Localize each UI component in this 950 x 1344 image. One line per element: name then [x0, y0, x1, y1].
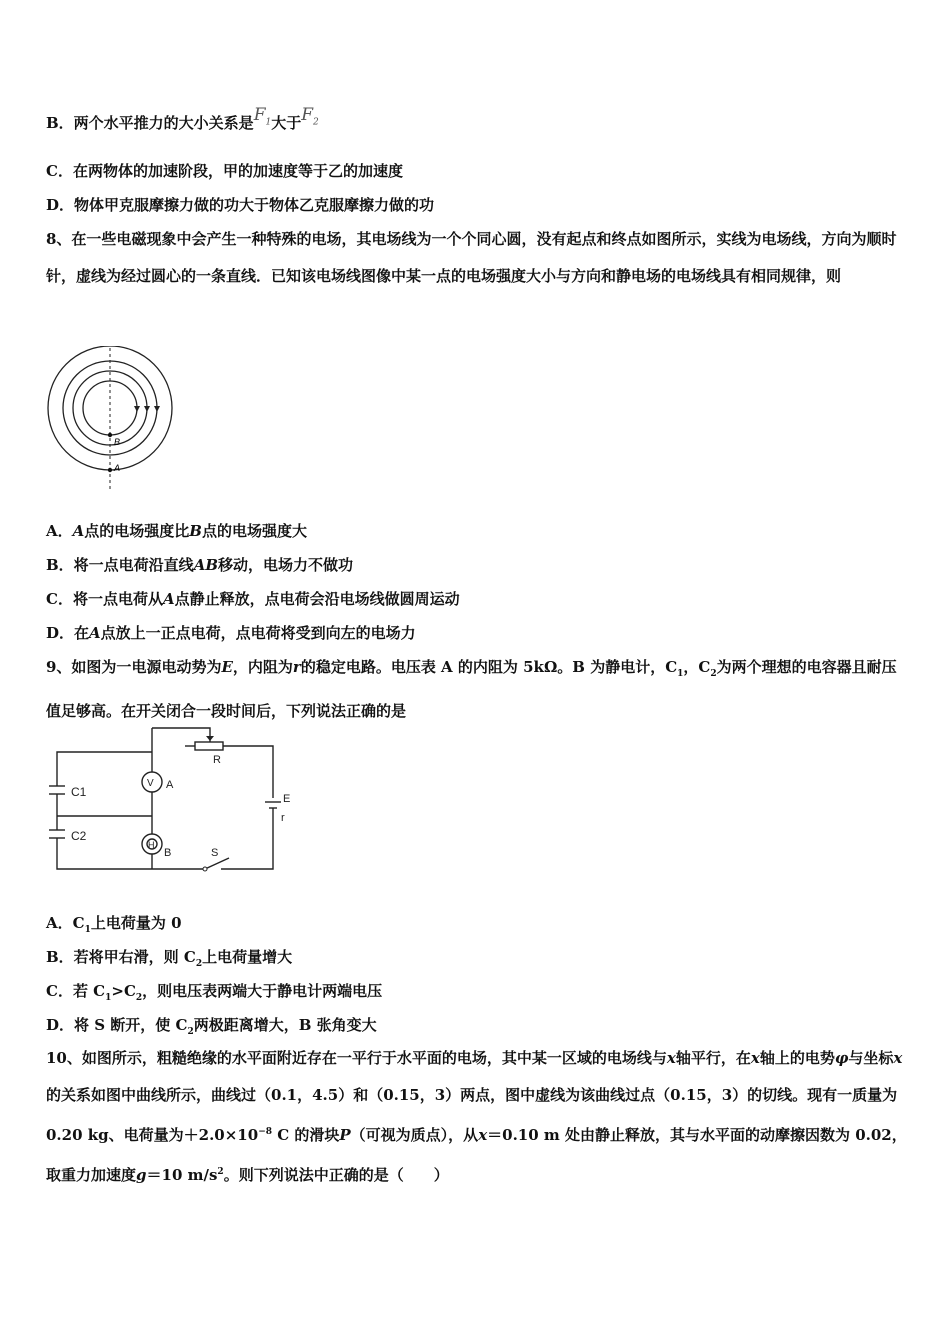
q8-concentric-field-figure: [40, 346, 180, 492]
q9-option-a: A．$C_1$上电荷量为 0: [46, 914, 182, 935]
q8-arrow-icon: [154, 406, 160, 412]
q9-label-b: B: [164, 847, 172, 859]
q9-wire-top-left: [57, 752, 152, 786]
q9-label-e: E: [283, 793, 291, 805]
q8-option-a: A．A点的电场强度比B点的电场强度大: [46, 522, 307, 540]
q8-stem: 8、在一些电磁现象中会产生一种特殊的电场，其电场线为一个个同心圆，没有起点和终点如图所示，实线为电场线，方向为顺时针，虚线为经过圆心的一条直线．已知该电场线图像中某一点的电场强度大小与方向和静电场的电场线具有相同规律，则: [46, 230, 897, 285]
q9-electrometer-symbol: H: [148, 840, 155, 850]
q9-switch-s: [205, 858, 229, 869]
q8-label-b: B: [114, 437, 121, 447]
q7-option-d: D．物体甲克服摩擦力做的功大于物体乙克服摩擦力做的功: [46, 196, 435, 214]
q9-wire-right-bottom: [221, 808, 273, 869]
q8-option-b: B．将一点电荷沿直线AB移动，电场力不做功: [46, 556, 354, 574]
q8-point-a-dot: [108, 468, 112, 472]
q8-arrow-icon: [144, 406, 150, 412]
q9-label-r-internal: r: [281, 812, 285, 824]
q9-wire-right-top: [223, 746, 273, 798]
q9-circuit-diagram: [45, 722, 305, 878]
q9-switch-contact: [203, 867, 207, 871]
q8-label-a: A: [114, 463, 121, 473]
q7-option-c: C．在两物体的加速阶段，甲的加速度等于乙的加速度: [46, 162, 403, 180]
q9-label-r-rheostat: R: [213, 754, 221, 766]
f1-symbol: $F_1$: [253, 105, 272, 128]
q7-option-b: B．两个水平推力的大小关系是$F_1$大于$F_2$: [46, 105, 319, 132]
q9-label-c1: C1: [71, 785, 87, 799]
q9-rheostat-r: [195, 742, 223, 750]
q8-option-d: D．在A点放上一正点电荷，点电荷将受到向左的电场力: [46, 624, 416, 642]
q9-option-d: D．将 S 断开，使 $C_2$两极距离增大，B 张角变大: [46, 1016, 377, 1037]
q8-arrow-icon: [134, 406, 140, 412]
q9-label-a: A: [166, 779, 174, 791]
q10-stem: 10、如图所示，粗糙绝缘的水平面附近存在一平行于水平面的电场，其中某一区域的电场线与x轴平行，在x轴上的电势φ与坐标x的关系如图中曲线所示，曲线过（0.1，4.5）和（0.15，3）两点，图中虚线为该曲线过点（0.15，3）的切线。现有一质量为 0.20 kg、电荷量为$+2.0\times 10^{-8}$ C 的滑块P（可视为质点），从x＝0.10 m 处由静止释放，其与水平面的动摩擦因数为 0.02，取重力加速度g＝10 $m/s^2$。则下列说法中正确的是（ ）: [46, 1049, 907, 1184]
q9-label-s: S: [211, 847, 219, 859]
q9-slider-arrow-icon: [206, 736, 214, 741]
q9-option-c: C．若 $C_1>C_2$，则电压表两端大于静电计两端电压: [46, 982, 383, 1003]
q9-option-b: B．若将甲右滑，则 $C_2$上电荷量增大: [46, 948, 293, 969]
q9-label-c2: C2: [71, 829, 87, 843]
q8-point-b-dot: [108, 433, 112, 437]
q9-voltmeter-symbol: V: [147, 778, 154, 789]
f2-symbol: $F_2$: [301, 105, 319, 128]
q8-option-c: C．将一点电荷从A点静止释放，点电荷会沿电场线做圆周运动: [46, 590, 460, 608]
q9-stem: 9、如图为一电源电动势为E，内阻为r的稳定电路。电压表 A 的内阻为 5kΩ。B 为静电计，$C_1$，$C_2$为两个理想的电容器且耐压值足够高。在开关闭合一段时间后，下列说法正确的是: [46, 658, 897, 720]
q9-wire-top-right: [152, 728, 210, 736]
